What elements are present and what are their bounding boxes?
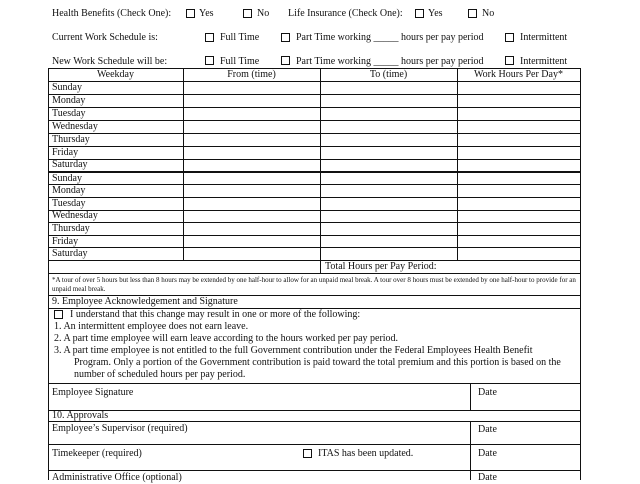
grid-line: [48, 146, 580, 147]
health-yes-label: Yes: [199, 8, 214, 19]
week2-day-label: Tuesday: [52, 198, 86, 209]
week2-day-label: Saturday: [52, 248, 88, 259]
current-full-time-label: Full Time: [220, 32, 260, 43]
week1-day-label: Saturday: [52, 159, 88, 170]
ack-item-3-continued: Program. Only a portion of the Government contribution is paid toward the total premium and this portion is based on the: [74, 357, 561, 368]
grid-line: [48, 210, 580, 211]
grid-line: [48, 184, 580, 185]
section-right-border: [580, 295, 581, 480]
new-intermittent-checkbox[interactable]: [505, 56, 514, 65]
ack-item-2: 2. A part time employee will earn leave according to the hours worked per pay period.: [54, 333, 399, 344]
current-intermittent-label: Intermittent: [520, 32, 568, 43]
grid-line: [48, 159, 580, 160]
health-no-label: No: [257, 8, 270, 19]
section-10-title: 10. Approvals: [52, 410, 109, 421]
header-weekday: Weekday: [97, 69, 134, 80]
grid-col-divider-1: [183, 68, 184, 260]
admin-office-label: Administrative Office (optional): [52, 472, 182, 483]
supervisor-label: Employee’s Supervisor (required): [52, 423, 188, 434]
grid-col-divider-3: [457, 68, 458, 260]
grid-line: [48, 247, 580, 248]
current-schedule-label: Current Work Schedule is:: [52, 32, 158, 43]
grid-line: [48, 235, 580, 236]
header-to-time: To (time): [369, 69, 408, 80]
supervisor-signature-field[interactable]: [200, 422, 468, 444]
current-intermittent-checkbox[interactable]: [505, 33, 514, 42]
health-yes-checkbox[interactable]: [186, 9, 195, 18]
grid-line: [48, 107, 580, 108]
signature-date-label: Date: [478, 387, 497, 398]
week1-day-label: Wednesday: [52, 121, 98, 132]
supervisor-bottom-line: [48, 444, 580, 445]
week1-day-label: Tuesday: [52, 108, 86, 119]
ack-item-1: 1. An intermittent employee does not earn leave.: [54, 321, 249, 332]
new-intermittent-label: Intermittent: [520, 56, 568, 67]
week1-day-label: Friday: [52, 147, 79, 158]
life-no-checkbox[interactable]: [468, 9, 477, 18]
health-no-checkbox[interactable]: [243, 9, 252, 18]
signature-bottom-line: [48, 410, 580, 411]
timekeeper-label: Timekeeper (required): [52, 448, 142, 459]
timekeeper-bottom-line: [48, 470, 580, 471]
week1-day-label: Thursday: [52, 134, 90, 145]
grid-header-line: [48, 81, 580, 82]
employee-signature-label: Employee Signature: [52, 387, 134, 398]
header-work-hours: Work Hours Per Day*: [474, 69, 563, 80]
new-part-time-checkbox[interactable]: [281, 56, 290, 65]
grid-right-border: [580, 68, 581, 300]
grid-line: [48, 94, 580, 95]
new-full-time-checkbox[interactable]: [205, 56, 214, 65]
week2-day-label: Wednesday: [52, 210, 98, 221]
ack-item-3-continued: number of scheduled hours per pay period.: [74, 369, 246, 380]
new-full-time-label: Full Time: [220, 56, 260, 67]
grid-line: [48, 120, 580, 121]
new-schedule-label: New Work Schedule will be:: [52, 56, 168, 67]
understand-checkbox[interactable]: [54, 310, 63, 319]
week2-day-label: Sunday: [52, 173, 82, 184]
new-part-time-label: Part Time working _____ hours per pay period: [296, 56, 484, 67]
week2-day-label: Monday: [52, 185, 86, 196]
signature-date-divider: [470, 383, 471, 410]
grid-line: [48, 133, 580, 134]
itas-label: ITAS has been updated.: [318, 448, 414, 459]
current-part-time-checkbox[interactable]: [281, 33, 290, 42]
total-hours-label: Total Hours per Pay Period:: [325, 261, 437, 272]
ack-item-3: 3. A part time employee is not entitled to the full Government contribution under the Federal Employees Health Benefit: [54, 345, 533, 356]
signature-date-field[interactable]: [505, 385, 579, 409]
life-insurance-label: Life Insurance (Check One):: [288, 8, 403, 19]
health-benefits-label: Health Benefits (Check One):: [52, 8, 172, 19]
section-left-border: [48, 295, 49, 480]
total-row-bottom-line: [320, 273, 580, 274]
week2-day-label: Thursday: [52, 223, 90, 234]
life-yes-checkbox[interactable]: [415, 9, 424, 18]
grid-line: [48, 197, 580, 198]
supervisor-date-label: Date: [478, 424, 497, 435]
header-from-time: From (time): [227, 69, 276, 80]
timekeeper-signature-field[interactable]: [150, 446, 298, 468]
signature-top-line: [48, 383, 580, 384]
grid-week-separator: [48, 171, 580, 173]
current-part-time-label: Part Time working _____ hours per pay period: [296, 32, 484, 43]
life-no-label: No: [482, 8, 495, 19]
understand-text: I understand that this change may result in one or more of the following:: [70, 309, 361, 320]
timekeeper-date-label: Date: [478, 448, 497, 459]
meal-break-footnote: *A tour of over 5 hours but less than 8 hours may be extended by one half-hour to allow for an unpaid meal break. A tour over 8 hours must be extended by one half-hour to provide for an unpaid meal break.: [52, 276, 576, 293]
admin-date-label: Date: [478, 472, 497, 483]
total-hours-field[interactable]: [457, 261, 580, 273]
timekeeper-date-field[interactable]: [505, 446, 579, 468]
week2-day-label: Friday: [52, 236, 79, 247]
employee-signature-field[interactable]: [150, 385, 468, 409]
current-full-time-checkbox[interactable]: [205, 33, 214, 42]
itas-checkbox[interactable]: [303, 449, 312, 458]
section-9-title: 9. Employee Acknowledgement and Signature: [52, 296, 238, 307]
total-row-left-line: [48, 273, 320, 274]
week1-day-label: Sunday: [52, 82, 82, 93]
grid-line: [48, 222, 580, 223]
approvals-date-divider: [470, 421, 471, 480]
supervisor-date-field[interactable]: [505, 422, 579, 444]
week1-day-label: Monday: [52, 95, 86, 106]
life-yes-label: Yes: [428, 8, 443, 19]
